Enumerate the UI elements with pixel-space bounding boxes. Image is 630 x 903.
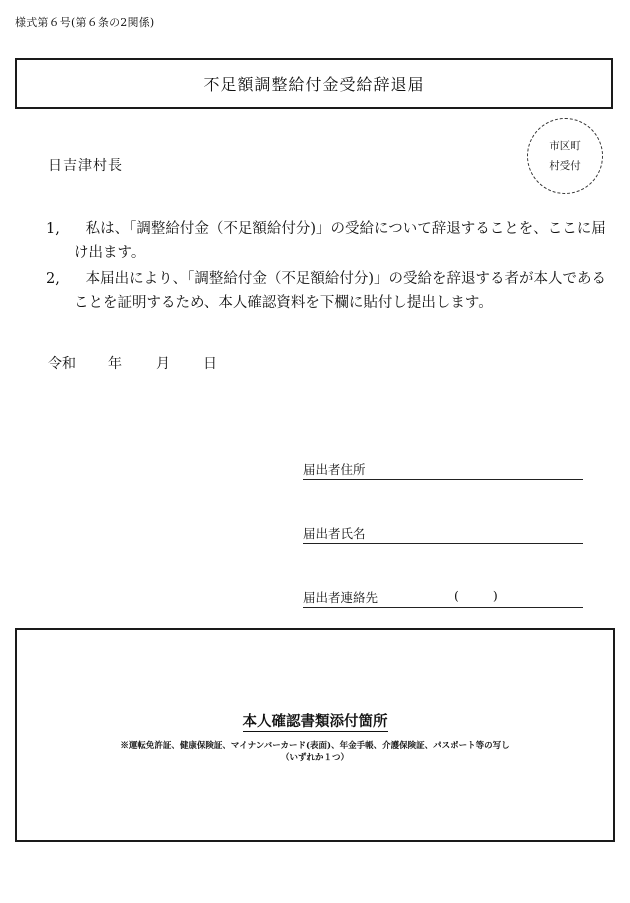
contact-paren-open: ( xyxy=(454,588,459,603)
clause-2 xyxy=(46,267,606,315)
clause-number: 2, xyxy=(46,271,60,287)
contact-paren-close: ) xyxy=(492,588,498,603)
date-era: 令和 xyxy=(48,356,76,372)
applicant-contact-label: 届出者連絡先 xyxy=(303,590,379,605)
title-box xyxy=(15,58,613,109)
document-title: 不足額調整給付金受給辞退届 xyxy=(203,75,425,94)
clause-text: 本届出により、「調整給付金（不足額給付分)」の受給を辞退する者が本人であることを証明するため、本人確認資料を下欄に貼付し提出します。 xyxy=(74,271,606,311)
stamp-label-line1: 市区町 xyxy=(549,140,581,152)
attachment-note-line1: ※運転免許証、健康保険証、マイナンバーカード(表面)、年金手帳、介護保険証、パスポート等の写し xyxy=(120,741,510,751)
attachment-note xyxy=(17,740,613,764)
applicant-address-field[interactable] xyxy=(303,460,583,480)
attachment-note-line2: （いずれか１つ） xyxy=(280,753,349,763)
clause-text: 私は、「調整給付金（不足額給付分)」の受給について辞退することを、ここに届け出ます。 xyxy=(74,221,606,261)
stamp-label-line2: 村受付 xyxy=(549,160,581,172)
clause-1 xyxy=(46,217,606,265)
date-year: 年 xyxy=(108,356,122,372)
applicant-name-field[interactable] xyxy=(303,524,583,544)
id-document-attachment-area[interactable] xyxy=(15,628,615,842)
applicant-address-label: 届出者住所 xyxy=(303,462,366,477)
date-day: 日 xyxy=(203,356,217,372)
addressee: 日吉津村長 xyxy=(48,158,123,174)
clauses xyxy=(46,217,606,317)
applicant-contact-field[interactable] xyxy=(303,588,583,608)
attachment-title: 本人確認書類添付箇所 xyxy=(242,713,388,730)
date-month: 月 xyxy=(156,356,170,372)
attachment-title-wrap xyxy=(17,710,613,731)
form-number: 様式第６号(第６条の2関係) xyxy=(15,16,155,29)
reception-stamp-area xyxy=(527,118,603,194)
applicant-name-label: 届出者氏名 xyxy=(303,526,366,541)
date-line xyxy=(48,353,217,373)
clause-number: 1, xyxy=(46,221,60,237)
